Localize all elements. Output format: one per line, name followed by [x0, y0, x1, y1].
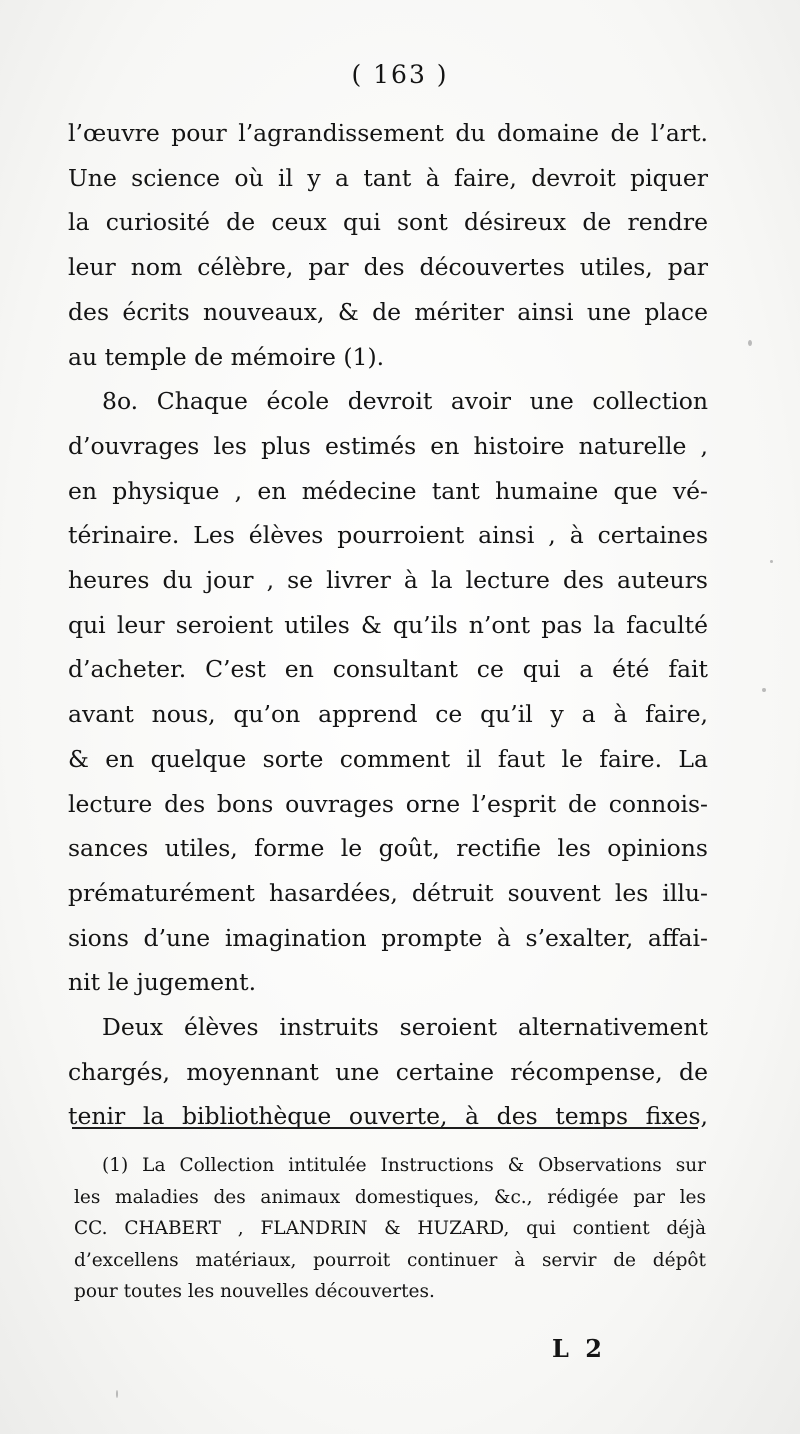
paragraph-1 — [68, 111, 708, 379]
footnote-line: pour toutes les nouvelles découvertes. — [74, 1281, 435, 1302]
text-line: des écrits nouveaux, & de mériter ainsi une place — [68, 297, 708, 326]
paper-speck — [770, 560, 773, 563]
text-line: leur nom célèbre, par des découvertes utiles, par — [68, 253, 708, 282]
text-line: sions d’une imagination prompte à s’exalter, affai- — [68, 923, 708, 952]
text-line: la curiosité de ceux qui sont désireux de rendre — [68, 208, 708, 237]
main-text — [68, 111, 708, 1139]
text-line: térinaire. Les élèves pourroient ainsi , à certaines — [68, 521, 708, 550]
text-line: au temple de mémoire (1). — [68, 342, 385, 371]
text-line: nit le jugement. — [68, 968, 257, 997]
footnote-separator — [72, 1127, 698, 1129]
text-line: 8o. Chaque école devroit avoir une collection — [102, 387, 708, 416]
text-line: chargés, moyennant une certaine récompense, de — [68, 1057, 708, 1086]
footnote-line: CC. CHABERT , FLANDRIN & HUZARD, qui contient déjà — [74, 1218, 706, 1239]
paragraph-2 — [68, 379, 708, 1005]
paper-speck — [748, 340, 752, 346]
text-line: d’ouvrages les plus estimés en histoire naturelle , — [68, 431, 708, 460]
text-line: tenir la bibliothèque ouverte, à des temps fixes, — [68, 1102, 708, 1131]
footnote-line: les maladies des animaux domestiques, &c., rédigée par les — [74, 1186, 706, 1208]
text-line: qui leur seroient utiles & qu’ils n’ont pas la faculté — [68, 610, 708, 639]
footnote-line: (1) La Collection intitulée Instructions & Observations sur — [102, 1155, 706, 1176]
signature-mark: L 2 — [552, 1334, 606, 1363]
text-line: l’œuvre pour l’agrandissement du domaine de l’art. — [68, 119, 708, 147]
text-line: lecture des bons ouvrages orne l’esprit de connois- — [68, 789, 708, 818]
text-line: Deux élèves instruits seroient alternativement — [102, 1013, 708, 1042]
text-line: en physique , en médecine tant humaine que vé- — [68, 476, 708, 505]
text-line: avant nous, qu’on apprend ce qu’il y a à faire, — [68, 700, 708, 729]
page-number-header: ( 163 ) — [351, 60, 449, 89]
text-line: prématurément hasardées, détruit souvent les illu- — [68, 878, 708, 907]
text-line: sances utiles, forme le goût, rectifie les opinions — [68, 834, 708, 863]
footnote — [74, 1150, 706, 1308]
text-line: Une science où il y a tant à faire, devroit piquer — [68, 163, 708, 192]
paragraph-3 — [68, 1005, 708, 1139]
text-line: & en quelque sorte comment il faut le faire. La — [68, 744, 708, 773]
paper-speck — [762, 688, 766, 692]
text-line: d’acheter. C’est en consultant ce qui a été fait — [68, 655, 708, 684]
footnote-line: d’excellens matériaux, pourroit continuer à servir de dépôt — [74, 1249, 706, 1271]
text-line: heures du jour , se livrer à la lecture des auteurs — [68, 566, 708, 595]
paper-speck — [116, 1390, 118, 1398]
